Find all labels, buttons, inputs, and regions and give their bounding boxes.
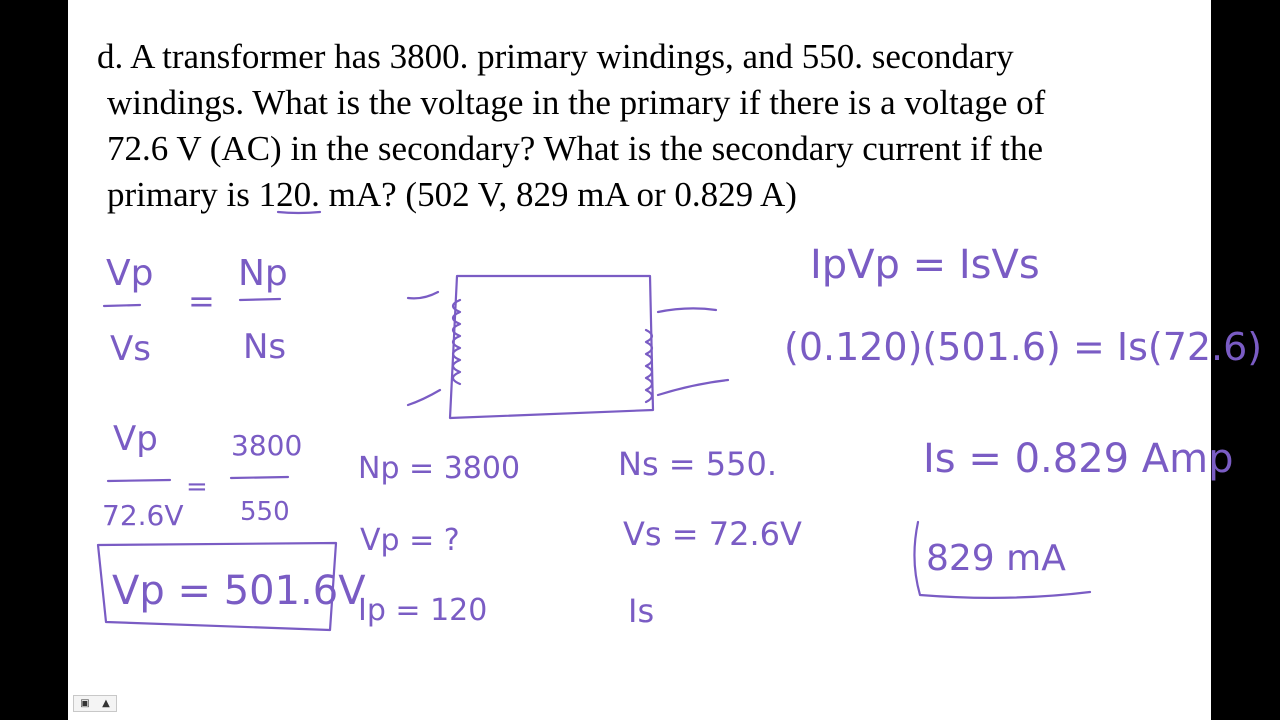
hw-answer-vp: Vp = 501.6V xyxy=(112,568,366,614)
slide-page xyxy=(68,0,1263,720)
underline-120 xyxy=(278,212,320,213)
fraction-bar-3 xyxy=(108,480,170,481)
hw-substitution: (0.120)(501.6) = Is(72.6) xyxy=(784,325,1263,369)
handwriting-layer xyxy=(68,0,1263,720)
hw-equals-2: = xyxy=(186,472,208,502)
hw-vs-value: 72.6V xyxy=(102,499,184,532)
hw-ns-value: 550 xyxy=(240,497,290,527)
hw-given-is: Is xyxy=(628,592,655,630)
problem-line-2: windings. What is the voltage in the primary if there is a voltage of xyxy=(107,83,1046,122)
hw-given-np: Np = 3800 xyxy=(358,451,521,486)
slide-icon[interactable]: ▣ xyxy=(80,698,90,709)
fraction-bar-4 xyxy=(231,477,288,478)
hw-vp-2: Vp xyxy=(113,419,158,459)
fraction-bar-2 xyxy=(240,299,280,300)
hw-given-vs: Vs = 72.6V xyxy=(623,515,802,553)
secondary-coil xyxy=(646,308,728,402)
hw-ns: Ns xyxy=(243,327,287,367)
hw-power-equation: IpVp = IsVs xyxy=(810,242,1040,288)
hw-np: Np xyxy=(238,253,288,294)
up-arrow-icon[interactable]: ▲ xyxy=(102,698,110,709)
problem-line-3: 72.6 V (AC) in the secondary? What is the secondary current if the xyxy=(107,129,1043,168)
hw-is-result: Is = 0.829 Amp xyxy=(923,436,1234,482)
fraction-bar-1 xyxy=(104,305,140,306)
hw-equals-1: = xyxy=(188,282,215,320)
hw-given-ip: Ip = 120 xyxy=(358,593,488,628)
hw-vs: Vs xyxy=(110,329,151,369)
problem-line-1: d. A transformer has 3800. primary windings, and 550. secondary xyxy=(97,37,1014,76)
problem-line-4: primary is 120. mA? (502 V, 829 mA or 0.829 A) xyxy=(107,175,797,214)
hw-given-vp: Vp = ? xyxy=(360,523,460,558)
transformer-core xyxy=(450,276,653,418)
hw-is-ma: 829 mA xyxy=(926,538,1066,579)
hw-given-ns: Ns = 550. xyxy=(618,445,778,483)
slide-navigation-widget[interactable] xyxy=(73,695,117,712)
hw-vp: Vp xyxy=(106,253,154,294)
hw-np-value: 3800 xyxy=(231,429,303,462)
